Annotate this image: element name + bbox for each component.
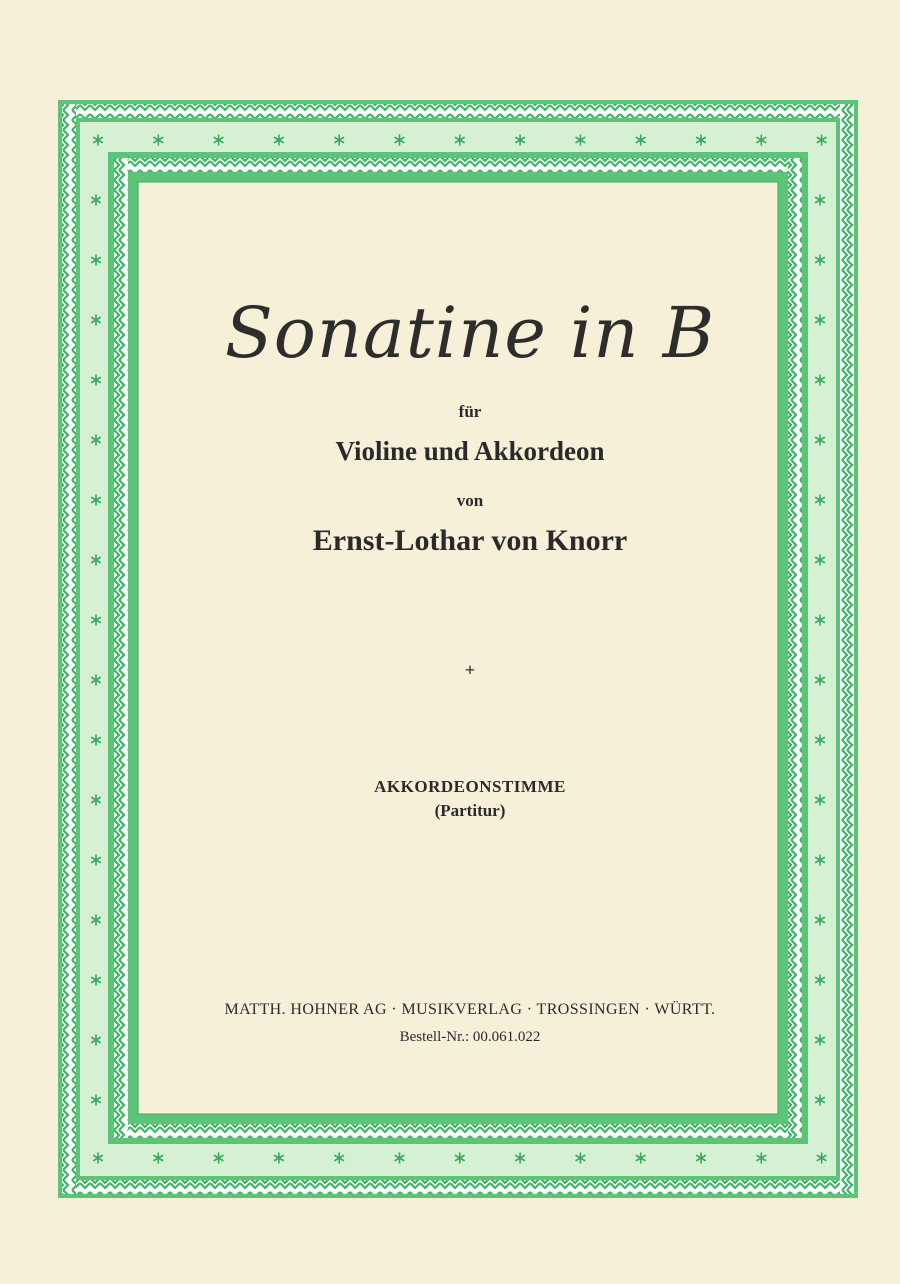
publisher-line: MATTH. HOHNER AG · MUSIKVERLAG · TROSSINGEN · WÜRTT.	[224, 1001, 716, 1018]
ornament-cross: +	[464, 660, 476, 680]
title: Sonatine in B	[224, 292, 716, 374]
by-label: von	[456, 491, 484, 510]
order-number: Bestell-Nr.: 00.061.022	[399, 1029, 541, 1045]
for-label: für	[458, 402, 482, 421]
instrumentation: Violine und Akkordeon	[335, 436, 605, 466]
composer-name: Ernst-Lothar von Knorr	[312, 524, 628, 557]
part-name: AKKORDEONSTIMME	[374, 777, 566, 796]
part-subtitle: (Partitur)	[434, 801, 506, 820]
